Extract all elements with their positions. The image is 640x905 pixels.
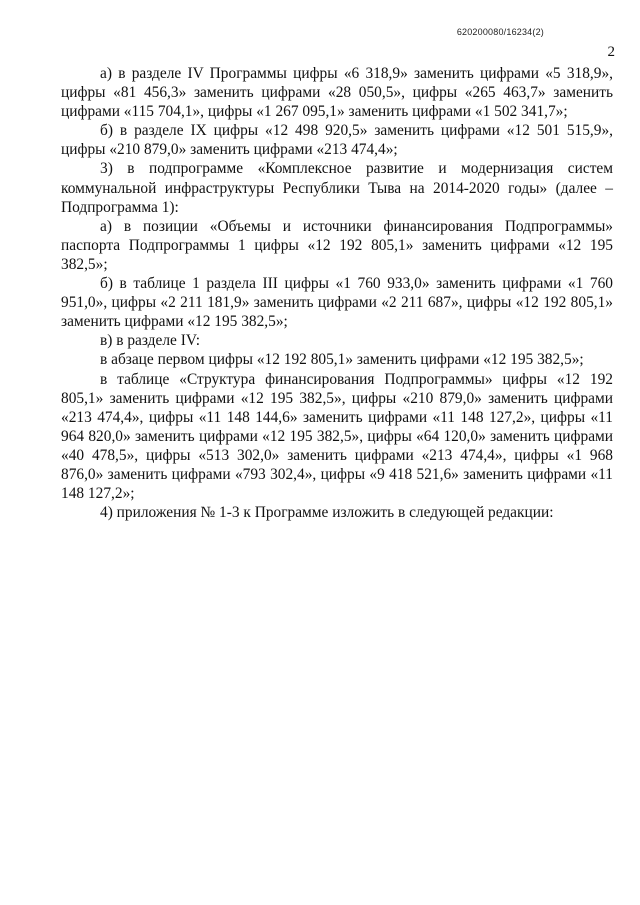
page-number: 2 xyxy=(607,44,615,60)
document-body xyxy=(61,64,613,522)
paragraph-table-1: б) в таблице 1 раздела III цифры «1 760 933,0» заменить цифрами «1 760 951,0», цифры «2 211 181,9» заменить цифрами «2 211 687», цифры «12 192 805,1» заменить цифрами «12 195 382,5»; xyxy=(61,275,613,331)
paragraph-section-iv: а) в разделе IV Программы цифры «6 318,9» заменить цифрами «5 318,9», цифры «81 456,3» заменить цифрами «28 050,5», цифры «265 463,7» заменить цифрами «115 704,1», цифры «1 267 095,1» заменить цифрами «1 502 341,7»; xyxy=(61,65,613,121)
paragraph-financing-table: в таблице «Структура финансирования Подпрограммы» цифры «12 192 805,1» заменить цифрами «12 195 382,5», цифры «210 879,0» заменить цифрами «213 474,4», цифры «11 148 144,6» заменить цифрами «11 148 127,2», цифры «11 964 820,0» заменить цифрами «12 195 382,5», цифры «64 120,0» заменить цифрами «40 478,5», цифры «513 302,0» заменить цифрами «213 474,4», цифры «1 968 876,0» заменить цифрами «793 302,4», цифры «9 418 521,6» заменить цифрами «11 148 127,2»; xyxy=(61,370,613,503)
paragraph-first-abzac: в абзаце первом цифры «12 192 805,1» заменить цифрами «12 195 382,5»; xyxy=(100,351,584,369)
paragraph-appendices: 4) приложения № 1-3 к Программе изложить в следующей редакции: xyxy=(100,504,554,522)
paragraph-passport-position: а) в позиции «Объемы и источники финансирования Подпрограммы» паспорта Подпрограммы 1 цифры «12 192 805,1» заменить цифрами «12 195 382,5»; xyxy=(61,217,613,273)
document-code: 620200080/16234(2) xyxy=(456,27,544,37)
paragraph-section-iv-sub: в) в разделе IV: xyxy=(100,332,201,350)
paragraph-section-ix: б) в разделе IX цифры «12 498 920,5» заменить цифрами «12 501 515,9», цифры «210 879,0» заменить цифрами «213 474,4»; xyxy=(61,122,613,159)
paragraph-subprogram-1: 3) в подпрограмме «Комплексное развитие и модернизация систем коммунальной инфраструктуры Республики Тыва на 2014-2020 годы» (далее – Подпрограмма 1): xyxy=(61,160,613,216)
